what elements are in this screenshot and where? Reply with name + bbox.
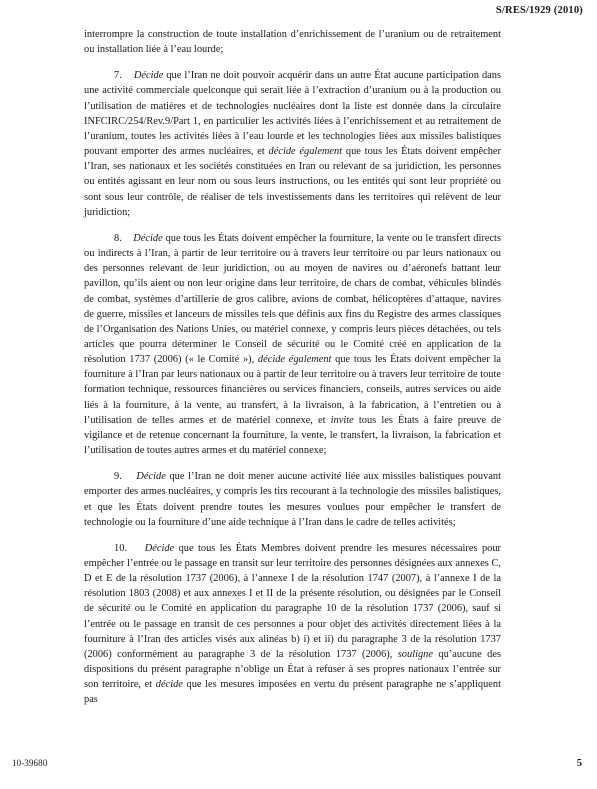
- paragraph-text: interrompre la construction de toute installation d’enrichissement de l’uranium ou de retraitement ou installation liée à l’eau lourde;: [84, 29, 501, 56]
- operative-verb: décide également: [257, 354, 332, 366]
- paragraph-7: [84, 68, 501, 220]
- operative-verb: décide également: [268, 146, 343, 158]
- operative-verb: Décide: [144, 542, 175, 554]
- operative-verb: décide: [155, 679, 183, 691]
- paragraph-text: que les mesures imposées en vertu du présent paragraphe ne s’appliquent pas: [84, 679, 501, 706]
- page-number: 5: [576, 758, 582, 769]
- paragraph-text: que tous les États doivent empêcher la fourniture à l’Iran par leurs nationaux ou à partir de leur territoire ou à travers leur territoire de toute formation technique, ressources financières ou services financiers, conseils, autres services ou aide liés à la fourniture, à la vente, au transfert, à la livraison, à la fabrication, à l’entretien ou à l’utilisation de telles armes et de matériel connexe, et: [84, 354, 501, 426]
- paragraph-8: [84, 231, 501, 458]
- paragraph-10: [84, 541, 501, 708]
- operative-verb: souligne: [397, 648, 433, 660]
- paragraph-continuation: [84, 27, 501, 57]
- operative-verb: invite: [330, 414, 354, 426]
- paragraph-text: qu’aucune des dispositions du présent paragraphe n’oblige un État à refuser à ses propres nationaux l’entrée sur son territoire, et: [84, 648, 501, 691]
- paragraph-text: tous les États à faire preuve de vigilance et de retenue concernant la fourniture, la vente, le transfert, la livraison, la fabrication et l’utilisation de toutes autres armes et du matériel connexe;: [84, 414, 501, 457]
- operative-verb: Décide: [136, 471, 166, 483]
- paragraph-text: que tous les États doivent empêcher la fourniture, la vente ou le transfert directs ou indirects à l’Iran, à partir de leur territoire ou à travers leur territoire ou par leurs nationaux ou des personnes relevant de leur juridiction, ou au moyen de navires ou d’aéronefs battant leur pavillon, qu’ils aient ou non leur origine dans leur territoire, de chars de combat, véhicules blindés de combat, systèmes d’artillerie de gros calibre, avions de combat, hélicoptères d’attaque, navires de guerre, missiles et lanceurs de missiles tels que définis aux fins du Registre des armes classiques de l’Organisation des Nations Unies, ou matériel connexe, y compris leurs pièces détachées, ou tels articles que pourra déterminer le Conseil de sécurité ou le Comité créé en application de la résolution 1737 (2006) (« le Comité »),: [84, 232, 501, 366]
- resolution-body: [84, 27, 501, 719]
- paragraph-number: 7.: [114, 70, 131, 82]
- paragraph-text: que l’Iran ne doit pouvoir acquérir dans un autre État aucune participation dans une activité commerciale quelconque qui serait liée à l’extraction d’uranium ou à la production ou l’utilisation de matières et de technologies nucléaires dont la liste est donnée dans la circulaire INFCIRC/254/Rev.9/Part 1, en particulier les activités liées à l’enrichissement et au retraitement de l’uranium, toutes les activités liées à l’eau lourde et les technologies liées aux missiles balistiques pouvant emporter des armes nucléaires, et: [84, 70, 501, 158]
- paragraph-9: [84, 469, 501, 530]
- paragraph-text: que tous les États doivent empêcher l’Iran, ses nationaux et les sociétés constituées en Iran ou relevant de sa juridiction, les personnes ou entités agissant en leur nom ou sous leurs instructions, ou les entités qui sont leur propriété ou sont sous leur contrôle, de réaliser de tels investissements dans les territoires qui relèvent de leur juridiction;: [84, 146, 501, 218]
- paragraph-number: 9.: [114, 471, 133, 483]
- operative-verb: Décide: [133, 232, 163, 244]
- document-symbol: S/RES/1929 (2010): [495, 5, 583, 16]
- paragraph-text: que l’Iran ne doit mener aucune activité liée aux missiles balistiques pouvant emporter des armes nucléaires, y compris les tirs recourant à la technologie des missiles balistiques, et que les États doivent prendre toutes les mesures voulues pour empêcher le transfert de technologie ou la fourniture d’une aide technique à l’Iran dans le cadre de telles activités;: [84, 471, 501, 528]
- paragraph-number: 10.: [114, 542, 141, 554]
- paragraph-text: que tous les États Membres doivent prendre les mesures nécessaires pour empêcher l’entrée ou le passage en transit sur leur territoire des personnes désignées aux annexes C, D et E de la résolution 1737 (2006), à l’annexe I de la résolution 1747 (2007), à l’annexe I de la résolution 1803 (2008) et aux annexes I et II de la présente résolution, ou désignées par le Conseil de sécurité ou le Comité en application du paragraphe 10 de la résolution 1737 (2006), sauf si l’entrée ou le passage en transit de ces personnes a pour objet des activités directement liées à la fourniture à l’Iran des articles visés aux alinéas b) i) et ii) du paragraphe 3 de la résolution 1737 (2006) conformément au paragraphe 3 de la résolution 1737 (2006),: [84, 542, 501, 660]
- paragraph-number: 8.: [114, 232, 131, 244]
- document-code: 10-39680: [12, 758, 48, 768]
- operative-verb: Décide: [133, 70, 164, 82]
